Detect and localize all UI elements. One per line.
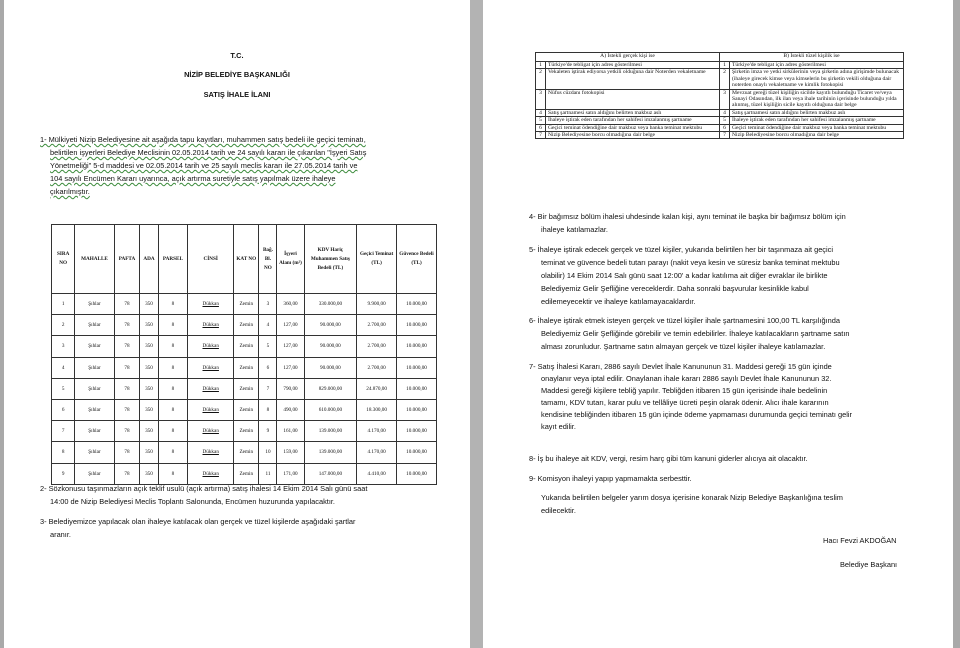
table-cell: 78 — [114, 357, 140, 378]
table-cell: 8 — [158, 442, 188, 463]
table-cell: 3 — [259, 294, 277, 315]
table-cell: Şıhlar — [75, 442, 114, 463]
paragraph-6-line-1: 6- İhaleye iştirak etmek isteyen gerçek ve tüzel kişiler ihale şartnamesini 100,00 TL karşılığında — [529, 316, 840, 325]
paragraph-1-line-2: belirtilen işyerleri Belediye Meclisinin 02.05.2014 tarih ve 24 sayılı kararı ile çıkarılan "İşyeri Satış — [50, 148, 367, 157]
table-cell: 4.170,00 — [357, 421, 397, 442]
table-cell: 10.000,00 — [397, 442, 437, 463]
column-header: KAT NO — [234, 225, 259, 294]
table-row — [536, 109, 904, 116]
column-header: KDV Hariç Muhammen Satış Bedeli (TL) — [304, 225, 357, 294]
column-header: PARSEL — [158, 225, 188, 294]
table-cell: Zemin — [234, 294, 259, 315]
paragraph-4-line-1: 4- Bir bağımsız bölüm ihalesi uhdesinde kalan kişi, aynı teminat ile başka bir bağımsız bölüm için — [529, 212, 846, 221]
paragraph-6-line-2: Belediyemiz Gelir Şefliğinde görebilir ve temin edebilirler. İhaleye katılacakların şartname satın — [541, 329, 850, 338]
table-cell: Geçici teminat ödendiğine dair makbuz veya banka teminat mektubu — [546, 124, 720, 131]
column-header-individual: A) İstekli gerçek kişi ise — [536, 53, 720, 62]
table-cell: 5 — [720, 117, 730, 124]
table-cell: 350 — [140, 463, 158, 484]
table-cell — [188, 399, 234, 420]
paragraph-5-line-3: olabilir) 14 Ekim 2014 Salı günü saat 12:00' a kadar katılıma ait diğer evraklar ile birlikte — [541, 271, 828, 280]
table-cell: 4 — [52, 357, 75, 378]
table-cell: 161,00 — [277, 421, 304, 442]
table-cell: Nizip Belediyesine borcu olmadığına dair belge — [546, 132, 720, 139]
property-type: Dükkan — [202, 364, 219, 371]
paragraph-4-line-2: ihaleye katılamazlar. — [541, 225, 608, 234]
closing-line-2: edilecektir. — [541, 506, 576, 515]
table-cell: 2 — [52, 315, 75, 336]
table-cell: Nizip Belediyesine borcu olmadığına dair belge — [730, 132, 904, 139]
table-row — [536, 132, 904, 139]
table-cell: 350 — [140, 315, 158, 336]
column-header: Bağ. Bl. NO — [259, 225, 277, 294]
table-cell: 90.000,00 — [304, 336, 357, 357]
table-cell: 10.000,00 — [397, 378, 437, 399]
table-cell: Zemin — [234, 421, 259, 442]
table-cell: Şıhlar — [75, 357, 114, 378]
table-cell: 8 — [158, 399, 188, 420]
page-title: SATIŞ İHALE İLANI — [203, 90, 271, 99]
table-cell: 10.000,00 — [397, 463, 437, 484]
table-cell: 8 — [158, 463, 188, 484]
paragraph-3-line-1: 3- Belediyemizce yapılacak olan ihaleye katılacak olan gerçek ve tüzel kişilerde aşağıdaki şartlar — [40, 517, 356, 526]
table-cell: Türkiye'de tebligat için adres gösterilmesi — [730, 62, 904, 69]
table-cell: 8 — [158, 421, 188, 442]
property-type: Dükkan — [202, 449, 219, 456]
paragraph-1-line-3: Yönetmeliği" 5-d maddesi ve 02.05.2014 tarih ve 25 sayılı meclis kararı ile 27.05.2014 tarih ve — [50, 161, 358, 170]
table-cell: 330.000,00 — [304, 294, 357, 315]
table-cell: 11 — [259, 463, 277, 484]
table-row — [52, 399, 437, 420]
table-cell: 6 — [52, 399, 75, 420]
table-cell: 3 — [720, 89, 730, 109]
table-cell: Şıhlar — [75, 421, 114, 442]
table-cell: 8 — [158, 336, 188, 357]
table-cell: 6 — [259, 357, 277, 378]
document-page-1 — [4, 0, 470, 648]
table-cell: 7 — [259, 378, 277, 399]
table-cell: 139.000,00 — [304, 421, 357, 442]
table-cell: 350 — [140, 442, 158, 463]
table-cell: İhaleye iştirak eden tarafından her sahifesi imzalanmış şartname — [546, 117, 720, 124]
document-page-2 — [483, 0, 953, 648]
table-cell: 10.000,00 — [397, 294, 437, 315]
table-cell: 18.300,00 — [357, 399, 397, 420]
table-cell: 127,00 — [277, 315, 304, 336]
table-row — [52, 315, 437, 336]
table-cell: 10.000,00 — [397, 399, 437, 420]
table-row — [536, 69, 904, 89]
table-cell: Türkiye'de tebligat için adres gösterilmesi — [546, 62, 720, 69]
table-cell: 78 — [114, 294, 140, 315]
table-cell: 2.700,00 — [357, 357, 397, 378]
table-cell: 5 — [259, 336, 277, 357]
paragraph-1-line-5: çıkarılmıştır. — [50, 187, 90, 196]
table-cell: 78 — [114, 399, 140, 420]
table-cell: 139.000,00 — [304, 442, 357, 463]
table-cell: 90.000,00 — [304, 357, 357, 378]
table-row — [52, 294, 437, 315]
table-cell: 10.000,00 — [397, 421, 437, 442]
table-cell: 1 — [720, 62, 730, 69]
table-cell: 9 — [52, 463, 75, 484]
table-cell: Satış şartnamesi satın aldığını belirten makbuz aslı — [730, 109, 904, 116]
column-header: SIRA NO — [52, 225, 75, 294]
table-header-row — [536, 53, 904, 62]
paragraph-6-line-3: alması zorunludur. Şartname satın almayan gerçek ve tüzel kişiler ihaleye katılamazlar. — [541, 342, 826, 351]
table-cell: 829.000,00 — [304, 378, 357, 399]
table-cell: Zemin — [234, 463, 259, 484]
table-cell: 10 — [259, 442, 277, 463]
table-cell: Şıhlar — [75, 336, 114, 357]
table-cell: 5 — [52, 378, 75, 399]
property-type: Dükkan — [202, 322, 219, 329]
table-cell: 5 — [536, 117, 546, 124]
table-cell: 350 — [140, 294, 158, 315]
table-cell: 4.170,00 — [357, 442, 397, 463]
table-cell: Geçici teminat ödendiğine dair makbuz veya banka teminat mektubu — [730, 124, 904, 131]
table-cell: 350 — [140, 378, 158, 399]
column-header: PAFTA — [114, 225, 140, 294]
table-cell: Vekaleten iştirak ediyorsa yetkili olduğuna dair Noterden vekaletname — [546, 69, 720, 89]
paragraph-7-line-1: 7- Satış İhalesi Kararı, 2886 sayılı Devlet İhale Kanununun 31. Maddesi gereği 15 gün içinde — [529, 362, 832, 371]
paragraph-2-line-1: 2- Sözkonusu taşınmazların açık teklif usulü (açık artırma) satış ihalesi 14 Ekim 2014 Salı günü saat — [40, 484, 368, 493]
table-cell: Şıhlar — [75, 294, 114, 315]
table-cell: Zemin — [234, 442, 259, 463]
paragraph-5-line-2: teminat ve güvence bedeli tutarı parayı (nakit veya kesin ve süresiz banka teminat mektubu — [541, 258, 840, 267]
property-type: Dükkan — [202, 385, 219, 392]
table-cell: 9 — [259, 421, 277, 442]
table-row — [536, 62, 904, 69]
table-cell — [188, 378, 234, 399]
paragraph-7-line-6: kayıt edilir. — [541, 422, 576, 431]
table-row — [536, 124, 904, 131]
table-cell: Satış şartnamesi satın aldığını belirten makbuz aslı — [546, 109, 720, 116]
table-cell: 2 — [536, 69, 546, 89]
table-cell: 8 — [158, 294, 188, 315]
column-header: Geçici Teminat (TL) — [357, 225, 397, 294]
table-cell: 10.000,00 — [397, 336, 437, 357]
table-row — [52, 357, 437, 378]
table-row — [52, 421, 437, 442]
property-type: Dükkan — [202, 407, 219, 414]
property-type: Dükkan — [202, 301, 219, 308]
header-tc: T.C. — [230, 51, 244, 60]
table-cell: 350 — [140, 421, 158, 442]
table-cell: Zemin — [234, 315, 259, 336]
table-cell: 350 — [140, 357, 158, 378]
property-type: Dükkan — [202, 428, 219, 435]
table-cell: 78 — [114, 442, 140, 463]
table-cell: 78 — [114, 421, 140, 442]
header-organization: NİZİP BELEDİYE BAŞKANLIĞI — [184, 70, 290, 79]
table-cell: 8 — [52, 442, 75, 463]
table-cell — [188, 442, 234, 463]
table-cell: Zemin — [234, 336, 259, 357]
table-cell: Zemin — [234, 378, 259, 399]
table-header-row — [52, 225, 437, 294]
table-cell — [188, 315, 234, 336]
table-cell: 490,00 — [277, 399, 304, 420]
table-cell: 790,00 — [277, 378, 304, 399]
table-cell — [188, 463, 234, 484]
table-cell: 78 — [114, 336, 140, 357]
property-type: Dükkan — [202, 470, 219, 477]
table-cell: 4 — [259, 315, 277, 336]
table-cell: Zemin — [234, 357, 259, 378]
table-cell: 350 — [140, 336, 158, 357]
table-cell: 4 — [536, 109, 546, 116]
table-cell: 6 — [536, 124, 546, 131]
table-row — [52, 336, 437, 357]
table-cell — [188, 357, 234, 378]
table-cell: 171,00 — [277, 463, 304, 484]
column-header-legal-entity: B) İstekli tüzel kişilik ise — [720, 53, 904, 62]
table-cell: 8 — [158, 315, 188, 336]
table-row — [536, 117, 904, 124]
table-cell: 1 — [536, 62, 546, 69]
table-cell: 4 — [720, 109, 730, 116]
table-row — [536, 89, 904, 109]
column-header: Güvence Bedeli (TL) — [397, 225, 437, 294]
table-cell: Şıhlar — [75, 399, 114, 420]
table-cell: 350 — [140, 399, 158, 420]
requirements-table — [535, 52, 904, 139]
paragraph-7-line-2: onaylanır veya iptal edilir. Onaylanan ihale kararı 2886 sayılı Devlet İhale Kanununun 32. — [541, 374, 832, 383]
table-cell: 610.000,00 — [304, 399, 357, 420]
paragraph-5-line-5: edilemeyecektir ve ihaleye katılamayacaklardır. — [541, 297, 696, 306]
column-header: ADA — [140, 225, 158, 294]
table-cell — [188, 294, 234, 315]
table-cell: 78 — [114, 463, 140, 484]
table-cell: 8 — [158, 378, 188, 399]
table-cell: 147.000,00 — [304, 463, 357, 484]
table-cell: 2.700,00 — [357, 336, 397, 357]
table-cell: 10.000,00 — [397, 357, 437, 378]
property-type: Dükkan — [202, 343, 219, 350]
paragraph-9: 9- Komisyon ihaleyi yapıp yapmamakta serbesttir. — [529, 474, 692, 483]
closing-line-1: Yukarıda belirtilen belgeler yarım dosya içerisine konarak Nizip Belediye Başkanlığına teslim — [541, 493, 843, 502]
table-cell: 9.900,00 — [357, 294, 397, 315]
table-row — [52, 442, 437, 463]
table-cell: İhaleye iştirak eden tarafından her sahifesi imzalanmış şartname — [730, 117, 904, 124]
table-cell: 78 — [114, 315, 140, 336]
paragraph-3-line-2: aranır. — [50, 530, 71, 539]
paragraph-5-line-1: 5- İhaleye iştirak edecek gerçek ve tüzel kişiler, yukarıda belirtilen her bir taşınmaza ait geçici — [529, 245, 833, 254]
table-cell — [188, 421, 234, 442]
table-cell: Nüfus cüzdanı fotokopisi — [546, 89, 720, 109]
table-row — [52, 463, 437, 484]
table-cell: 127,00 — [277, 336, 304, 357]
table-cell: Şıhlar — [75, 463, 114, 484]
table-cell: Şıhlar — [75, 315, 114, 336]
table-cell: 3 — [52, 336, 75, 357]
table-cell: 8 — [259, 399, 277, 420]
column-header: MAHALLE — [75, 225, 114, 294]
table-cell: 159,00 — [277, 442, 304, 463]
table-cell: 6 — [720, 124, 730, 131]
table-cell: 3 — [536, 89, 546, 109]
table-cell: 360,00 — [277, 294, 304, 315]
table-cell: Zemin — [234, 399, 259, 420]
table-cell: 7 — [720, 132, 730, 139]
table-cell: 90.000,00 — [304, 315, 357, 336]
table-cell: 2 — [720, 69, 730, 89]
table-cell: 127,00 — [277, 357, 304, 378]
paragraph-1-line-1: 1- Mülkiyeti Nizip Belediyesine ait aşağıda tapu kayıtları, muhammen satış bedeli ile geçici teminatı, — [40, 135, 366, 144]
table-cell: Mevzuat gereği tüzel kişiliğin sicilde kayıtlı bulunduğu Ticaret ve/veya Sanayi Odasından, ilk ilan veya ihale tarihinin içerisinde bulunduğu yılda alınmış, tüzel kişiliğin sicile kayıtlı olduğuna dair belge — [730, 89, 904, 109]
signature-role: Belediye Başkanı — [840, 560, 898, 569]
paragraph-7-line-4: tamamı, KDV tutarı, karar pulu ve tellâliye ücreti peşin olarak ödenir. Alıcı ihale kararının — [541, 398, 829, 407]
paragraph-1-line-4: 104 sayılı Encümen Kararı uyarınca, açık artırma suretiyle satış yapılmak üzere ihaleye — [50, 174, 336, 183]
table-cell: 1 — [52, 294, 75, 315]
table-cell: 10.000,00 — [397, 315, 437, 336]
column-header: CİNSİ — [188, 225, 234, 294]
page-gutter — [470, 0, 483, 648]
table-cell: 7 — [52, 421, 75, 442]
table-cell: 4.410,00 — [357, 463, 397, 484]
table-cell — [188, 336, 234, 357]
paragraph-8: 8- İş bu ihaleye ait KDV, vergi, resim harç gibi tüm kanuni giderler alıcıya ait olacaktır. — [529, 454, 808, 463]
table-cell: Şirketin imza ve yetki sirkülerinin veya şirketin adına girişimde bulunacak (ihaleye girecek kimse veya kimselerin bu şirketin vekili olduğuna dair noterden onaylı vekaletname ve kimlik fotokopisi — [730, 69, 904, 89]
table-cell: 24.870,00 — [357, 378, 397, 399]
table-cell: 7 — [536, 132, 546, 139]
paragraph-2-line-2: 14:00 de Nizip Belediyesi Meclis Toplantı Salonunda, Encümen huzurunda yapılacaktır. — [50, 497, 335, 506]
paragraph-5-line-4: Belediyemiz Gelir Şefliğine vereceklerdir. Daha sonraki başvurular kesinlikle kabul — [541, 284, 809, 293]
table-cell: 78 — [114, 378, 140, 399]
signature-name: Hacı Fevzi AKDOĞAN — [823, 536, 897, 545]
paragraph-7-line-5: kendisine tebliğinden itibaren 15 gün içinde ödeme yapmaması durumunda geçici teminatı gelir — [541, 410, 853, 419]
table-cell: Şıhlar — [75, 378, 114, 399]
table-row — [52, 378, 437, 399]
column-header: İşyeri Alanı (m²) — [277, 225, 304, 294]
table-cell: 8 — [158, 357, 188, 378]
table-cell: 2.700,00 — [357, 315, 397, 336]
paragraph-7-line-3: Maddesi gereği kişilere tebliğ yapılır. Tebliğden itibaren 15 gün içerisinde ihale bedelinin — [541, 386, 828, 395]
auction-table — [51, 224, 437, 485]
